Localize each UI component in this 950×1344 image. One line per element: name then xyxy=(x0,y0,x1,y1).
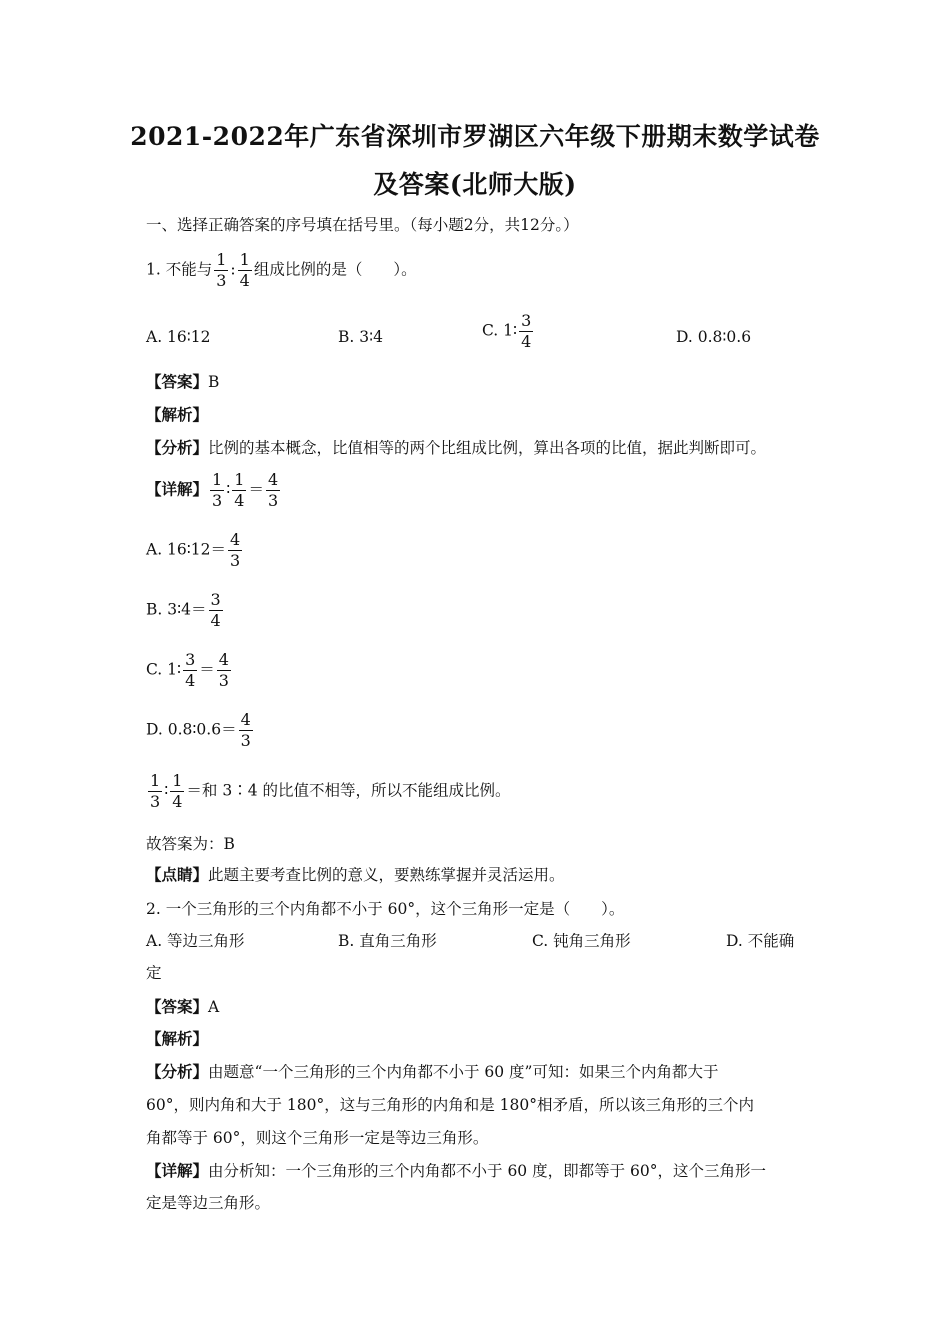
q1-stem xyxy=(146,252,417,289)
q1-calc-b: B. 3∶4＝ $\frac{3}{4}$ xyxy=(146,590,221,630)
q1-calc-c: C. 1∶ $\frac{3}{4}$ ＝ $\frac{4}{3}$ xyxy=(146,650,229,690)
q1-option-a: A. 16∶12 xyxy=(146,328,211,346)
q1-stem-frac-a: $\frac{1}{3}$ xyxy=(216,250,227,290)
q2-answer: 【答案】A xyxy=(146,997,220,1016)
q1-option-d: D. 0.8∶0.6 xyxy=(676,328,752,346)
q2-option-d: D. 不能确 xyxy=(726,932,795,950)
q1-stem-sep: : xyxy=(230,260,236,279)
section1-heading: 一、选择正确答案的序号填在括号里。（每小题2分，共12分。） xyxy=(146,216,579,234)
q1-option-b: B. 3∶4 xyxy=(338,328,384,346)
doc-title-line1: 2021-2022年广东省深圳市罗湖区六年级下册期末数学试卷 xyxy=(130,122,820,151)
q1-calc-a: A. 16∶12＝ $\frac{4}{3}$ xyxy=(146,530,241,570)
q2-option-b: B. 直角三角形 xyxy=(338,932,437,950)
q1-analysis-tag: 【解析】 xyxy=(146,405,209,424)
q2-detail-line1: 【详解】由分析知：一个三角形的三个内角都不小于 60 度，即都等于 60°，这个三角形一 xyxy=(146,1161,766,1180)
q1-fenxi: 【分析】比例的基本概念，比值相等的两个比组成比例，算出各项的比值，据此判断即可。 xyxy=(146,438,767,457)
q2-fenxi-line3: 角都等于 60°，则这个三角形一定是等边三角形。 xyxy=(146,1129,489,1147)
q2-detail-line2: 定是等边三角形。 xyxy=(146,1194,271,1212)
q1-calc-d: D. 0.8∶0.6＝ $\frac{4}{3}$ xyxy=(146,710,251,750)
q2-option-d-cont: 定 xyxy=(146,964,162,982)
q1-final: 故答案为：B xyxy=(146,835,235,853)
q2-fenxi-line2: 60°，则内角和大于 180°，这与三角形的内角和是 180°相矛盾，所以该三角形的三个内 xyxy=(146,1096,754,1114)
q2-analysis-tag: 【解析】 xyxy=(146,1029,209,1048)
q2-fenxi-line1: 【分析】由题意“一个三角形的三个内角都不小于 60 度”可知：如果三个内角都大于 xyxy=(146,1062,719,1081)
q1-stem-prefix: 1. 不能与 xyxy=(146,260,213,279)
q2-option-c: C. 钝角三角形 xyxy=(532,932,631,950)
doc-title-line2: 及答案(北师大版) xyxy=(373,170,577,199)
q1-stem-frac-b: $\frac{1}{4}$ xyxy=(239,250,250,290)
q1-option-c: C. 1∶ $\frac{3}{4}$ xyxy=(482,311,532,351)
q1-conclusion: $\frac{1}{3}$ ∶ $\frac{1}{4}$ ＝和 3∶4 的比值不相等，所以不能组成比例。 xyxy=(150,771,511,811)
q1-detail: 【详解】 $\frac{1}{3}$ ∶ $\frac{1}{4}$ ＝ $\frac{4}{3}$ xyxy=(146,470,279,510)
q2-option-a: A. 等边三角形 xyxy=(146,932,245,950)
q1-dianjing: 【点睛】此题主要考查比例的意义，要熟练掌握并灵活运用。 xyxy=(146,865,565,884)
q2-stem: 2. 一个三角形的三个内角都不小于 60°，这个三角形一定是（ ）。 xyxy=(146,900,625,918)
q1-answer: 【答案】B xyxy=(146,372,220,391)
q1-stem-suffix: 组成比例的是（ ）。 xyxy=(253,260,417,279)
